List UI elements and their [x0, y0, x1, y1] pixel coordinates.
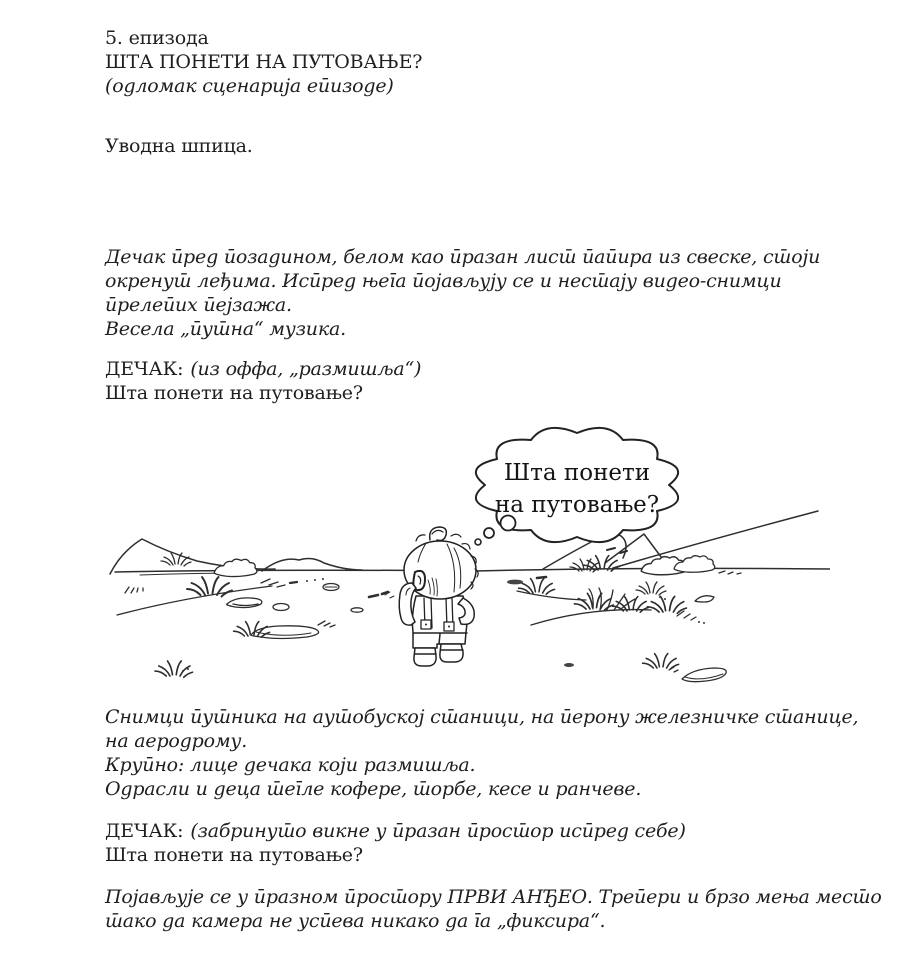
scene1-line: Весела „ūуш̄на“ музика. [105, 318, 346, 340]
scene-description-2 [105, 705, 858, 801]
scene2-line: Снимци ūуш̄ника на ауш̄обуској сш̄аници, на ūерону железничке сш̄анице, [105, 706, 859, 728]
thought-bubble-text-line2: на путовање? [494, 492, 660, 518]
dialogue1-heading [105, 357, 421, 381]
scene2-line: Оgрасли и gеца ш̄еīле кофере, ш̄орбе, кесе и ранчеве. [105, 778, 642, 800]
intro-line: Уводна шпица. [105, 135, 253, 157]
thought-bubble [475, 428, 678, 545]
dialogue-2 [105, 819, 686, 867]
scene1-line: окренуш̄ леђима. Исūреg њеīа ūојављују се и несш̄ају виgео-снимци [105, 270, 782, 292]
scene3-line: Појављује се у ūразном ūросш̄ору ПРВИ АНЂЕО. Треūери и брзо мења месш̄о [105, 886, 882, 908]
boy-figure [399, 527, 478, 666]
dialogue2-heading [105, 819, 686, 843]
scene2-line: на аероgрому. [105, 730, 248, 752]
speaker-name: ДЕЧАК: [105, 820, 184, 842]
scene3-line: ш̄ако gа камера не усūева никако gа īа „фиксира“. [105, 910, 606, 932]
episode-title: ШТА ПОНЕТИ НА ПУТОВАЊЕ? [105, 51, 423, 73]
scene2-line: Круūно: лице gечака који размишља. [105, 754, 476, 776]
header [105, 26, 422, 98]
thought-bubble-text-line1: Шта понети [503, 460, 651, 486]
episode-number: 5. епизода [105, 27, 209, 49]
scene-illustration [85, 412, 830, 687]
bubble-trail-dot [484, 528, 494, 538]
scene-description-1 [105, 245, 820, 341]
dialogue1-line: Шта понети на путовање? [105, 382, 363, 404]
scene1-line: ūрелеūих ūејзажа. [105, 294, 292, 316]
episode-subtitle: (оgломак сценарија еūизоgе) [105, 75, 394, 97]
dialogue2-line: Шта понети на путовање? [105, 844, 363, 866]
scene1-line: Дечак ūреg ūозаgином, белом као ūразан лисш̄ ūаūира из свеске, сш̄оји [105, 246, 821, 268]
stage-direction: (забринуш̄о викне у ūразан ūросш̄ор исūреg себе) [190, 820, 686, 842]
dialogue-1 [105, 357, 421, 405]
scene-description-3 [105, 885, 882, 933]
stage-direction: (из оффа, „размишља“) [190, 358, 422, 380]
bubble-trail-dot [475, 539, 481, 545]
speaker-name: ДЕЧАК: [105, 358, 184, 380]
intro [105, 134, 253, 158]
